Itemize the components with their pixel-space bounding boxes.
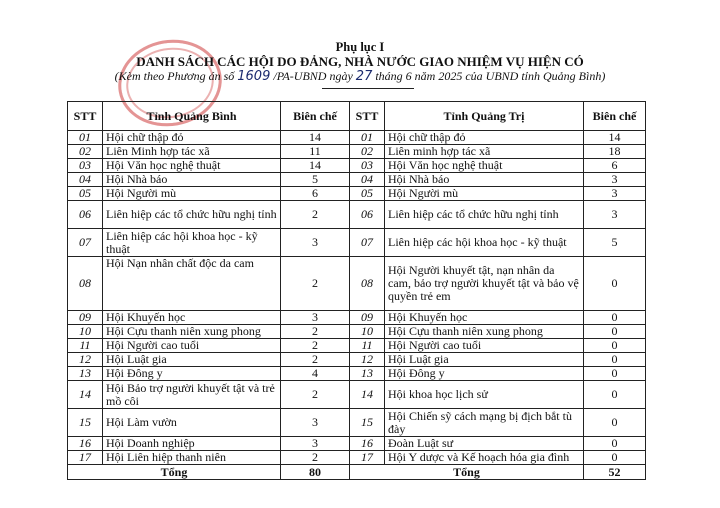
stt-quang-tri: 10 [350,325,385,339]
stt-quang-binh: 11 [68,339,103,353]
table-row [68,325,646,339]
staff-quang-binh: 3 [281,437,350,451]
association-quang-binh: Hội Người mù [103,187,281,201]
total-value-quang-binh: 80 [281,465,350,480]
staff-quang-binh: 2 [281,257,350,311]
staff-quang-tri: 3 [584,173,646,187]
table-row [68,257,646,311]
association-quang-tri: Hội Người khuyết tật, nạn nhân da cam, bảo trợ người khuyết tật và bảo vệ quyền trẻ em [385,257,584,311]
staff-quang-binh: 3 [281,409,350,437]
stt-quang-tri: 07 [350,229,385,257]
table-row [68,353,646,367]
staff-quang-binh: 2 [281,201,350,229]
staff-quang-binh: 14 [281,131,350,145]
stt-quang-binh: 01 [68,131,103,145]
staff-quang-tri: 0 [584,353,646,367]
stt-quang-tri: 03 [350,159,385,173]
stt-quang-tri: 04 [350,173,385,187]
stt-quang-binh: 07 [68,229,103,257]
table-row [68,437,646,451]
association-quang-binh: Hội Liên hiệp thanh niên [103,451,281,465]
total-value-quang-tri: 52 [584,465,646,480]
stt-quang-binh: 09 [68,311,103,325]
staff-quang-binh: 2 [281,451,350,465]
table-row [68,451,646,465]
staff-quang-tri: 0 [584,409,646,437]
staff-quang-binh: 2 [281,325,350,339]
document-title: DANH SÁCH CÁC HỘI DO ĐẢNG, NHÀ NƯỚC GIAO NHIỆM VỤ HIỆN CÓ [136,54,584,69]
association-quang-tri: Hội Chiến sỹ cách mạng bị địch bắt tù đày [385,409,584,437]
stt-quang-tri: 13 [350,367,385,381]
staff-quang-tri: 0 [584,257,646,311]
association-quang-binh: Hội Luật gia [103,353,281,367]
table-row [68,381,646,409]
association-quang-tri: Hội Luật gia [385,353,584,367]
stt-quang-tri: 02 [350,145,385,159]
association-quang-binh: Hội Văn học nghệ thuật [103,159,281,173]
stt-quang-binh: 13 [68,367,103,381]
stt-quang-binh: 15 [68,409,103,437]
table-row [68,339,646,353]
staff-quang-binh: 6 [281,187,350,201]
table-row [68,201,646,229]
association-quang-binh: Hội chữ thập đỏ [103,131,281,145]
table-row [68,409,646,437]
table-header-row [68,102,646,131]
table-row [68,173,646,187]
stt-quang-tri: 17 [350,451,385,465]
association-quang-binh: Hội Doanh nghiệp [103,437,281,451]
staff-quang-binh: 11 [281,145,350,159]
association-quang-tri: Hội Người mù [385,187,584,201]
stt-quang-tri: 11 [350,339,385,353]
association-quang-tri: Hội khoa học lịch sử [385,381,584,409]
staff-quang-binh: 2 [281,381,350,409]
staff-quang-binh: 3 [281,311,350,325]
total-row [68,465,646,480]
association-quang-binh: Liên hiệp các hội khoa học - kỹ thuật [103,229,281,257]
staff-quang-binh: 3 [281,229,350,257]
table-row [68,187,646,201]
handwritten-doc-number: 1609 [237,69,271,84]
header-quang-binh: Tỉnh Quảng Bình [103,102,281,131]
header-quang-tri: Tỉnh Quảng Trị [385,102,584,131]
association-quang-binh: Hội Người cao tuổi [103,339,281,353]
stt-quang-binh: 14 [68,381,103,409]
table-row [68,367,646,381]
association-quang-tri: Hội Người cao tuổi [385,339,584,353]
stt-quang-tri: 08 [350,257,385,311]
staff-quang-binh: 2 [281,353,350,367]
stt-quang-tri: 15 [350,409,385,437]
table-row [68,311,646,325]
stt-quang-tri: 06 [350,201,385,229]
association-quang-tri: Hội Văn học nghệ thuật [385,159,584,173]
stt-quang-tri: 12 [350,353,385,367]
stt-quang-tri: 09 [350,311,385,325]
staff-quang-tri: 18 [584,145,646,159]
staff-quang-tri: 6 [584,159,646,173]
staff-quang-tri: 0 [584,367,646,381]
stt-quang-binh: 12 [68,353,103,367]
header-stt-1: STT [68,102,103,131]
association-quang-tri: Hội Nhà báo [385,173,584,187]
association-quang-tri: Hội Đông y [385,367,584,381]
stt-quang-binh: 06 [68,201,103,229]
staff-quang-tri: 0 [584,437,646,451]
association-quang-tri: Liên minh hợp tác xã [385,145,584,159]
staff-quang-tri: 14 [584,131,646,145]
table-row [68,131,646,145]
stt-quang-tri: 14 [350,381,385,409]
document-subtitle [0,69,720,84]
table-row [68,159,646,173]
staff-quang-binh: 4 [281,367,350,381]
stt-quang-binh: 03 [68,159,103,173]
staff-quang-tri: 3 [584,187,646,201]
stt-quang-binh: 10 [68,325,103,339]
stt-quang-binh: 16 [68,437,103,451]
association-quang-binh: Hội Nạn nhân chất độc da cam [103,257,281,311]
associations-table [67,101,646,480]
staff-quang-tri: 0 [584,451,646,465]
association-quang-tri: Hội Cựu thanh niên xung phong [385,325,584,339]
association-quang-binh: Hội Bảo trợ người khuyết tật và trẻ mồ côi [103,381,281,409]
header-bien-che-2: Biên chế [584,102,646,131]
staff-quang-binh: 2 [281,339,350,353]
staff-quang-tri: 0 [584,339,646,353]
header-stt-2: STT [350,102,385,131]
staff-quang-tri: 0 [584,325,646,339]
association-quang-tri: Hội Khuyến học [385,311,584,325]
header-bien-che-1: Biên chế [281,102,350,131]
staff-quang-binh: 14 [281,159,350,173]
subtitle-text-2: /PA-UBND ngày [270,69,356,83]
stt-quang-binh: 04 [68,173,103,187]
staff-quang-binh: 5 [281,173,350,187]
association-quang-tri: Đoàn Luật sư [385,437,584,451]
association-quang-tri: Hội Y dược và Kế hoạch hóa gia đình [385,451,584,465]
table-row [68,229,646,257]
table-row [68,145,646,159]
stt-quang-tri: 05 [350,187,385,201]
staff-quang-tri: 5 [584,229,646,257]
staff-quang-tri: 0 [584,311,646,325]
association-quang-tri: Liên hiệp các hội khoa học - kỹ thuật [385,229,584,257]
subtitle-text-1: (Kèm theo Phương án số [114,69,238,83]
stt-quang-tri: 16 [350,437,385,451]
association-quang-binh: Liên hiệp các tổ chức hữu nghị tỉnh [103,201,281,229]
stt-quang-binh: 05 [68,187,103,201]
appendix-label: Phụ lục I [335,40,385,54]
stt-quang-binh: 08 [68,257,103,311]
association-quang-binh: Hội Khuyến học [103,311,281,325]
total-label-quang-binh: Tổng [68,465,281,480]
association-quang-binh: Hội Làm vườn [103,409,281,437]
total-label-quang-tri: Tổng [350,465,584,480]
association-quang-tri: Liên hiệp các tổ chức hữu nghị tỉnh [385,201,584,229]
header-underline [322,88,414,89]
document-header [0,40,720,84]
stt-quang-binh: 17 [68,451,103,465]
handwritten-day: 27 [355,69,373,84]
association-quang-binh: Liên Minh hợp tác xã [103,145,281,159]
association-quang-binh: Hội Cựu thanh niên xung phong [103,325,281,339]
staff-quang-tri: 3 [584,201,646,229]
staff-quang-tri: 0 [584,381,646,409]
association-quang-tri: Hội chữ thập đỏ [385,131,584,145]
subtitle-text-3: tháng 6 năm 2025 của UBND tỉnh Quảng Bình) [372,69,606,83]
association-quang-binh: Hội Đông y [103,367,281,381]
stt-quang-tri: 01 [350,131,385,145]
association-quang-binh: Hội Nhà báo [103,173,281,187]
stt-quang-binh: 02 [68,145,103,159]
